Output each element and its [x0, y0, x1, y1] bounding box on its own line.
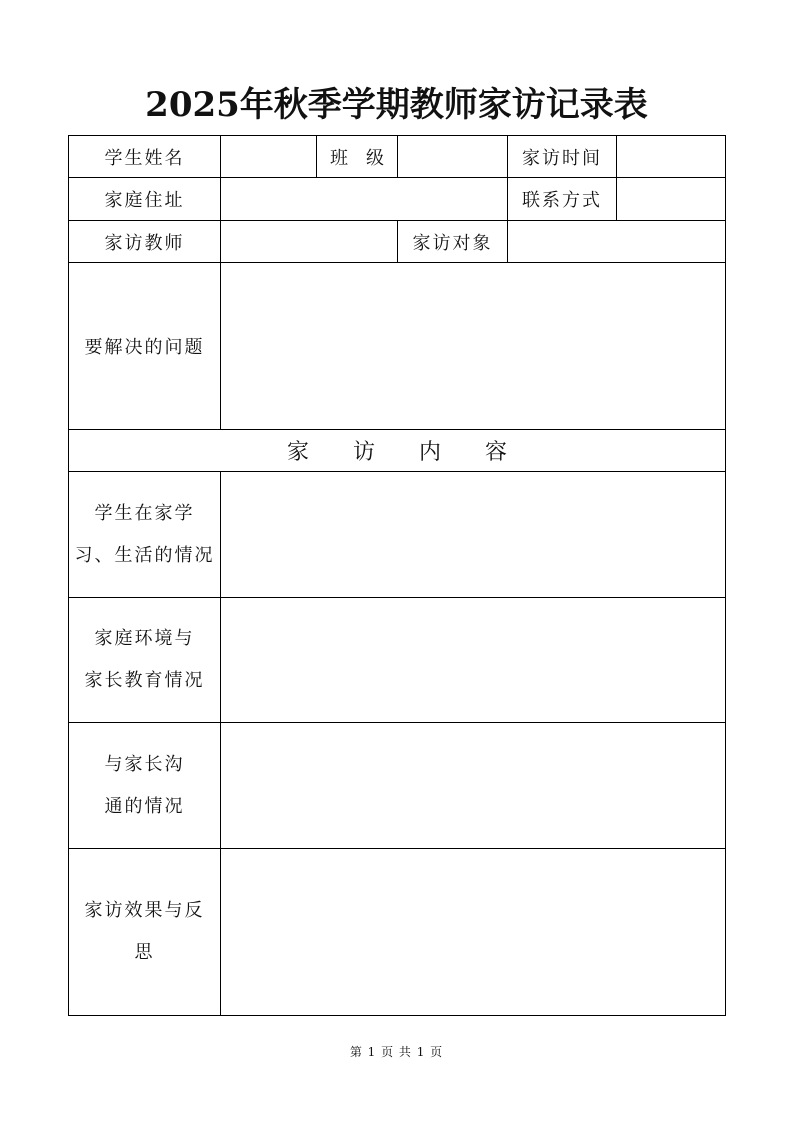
visit-target-field[interactable] [508, 221, 725, 262]
label-line: 习、生活的情况 [74, 544, 215, 566]
address-label: 家庭住址 [104, 190, 185, 211]
address-field[interactable] [221, 178, 507, 220]
section-title-char: 内 [419, 440, 442, 465]
label-line: 家访效果与反 [84, 900, 205, 921]
contact-field[interactable] [617, 178, 725, 220]
student-name-field[interactable] [221, 136, 316, 177]
section-title-char: 家 [286, 440, 309, 465]
section-title-char: 容 [485, 440, 508, 465]
class-field[interactable] [398, 136, 507, 177]
table-border-right [725, 135, 726, 1016]
section-title [69, 430, 725, 471]
teacher-field[interactable] [221, 221, 397, 262]
document-title: 2025年秋季学期教师家访记录表 [145, 85, 648, 125]
teacher-label: 家访教师 [104, 232, 185, 254]
label-line: 与家长沟 [104, 753, 185, 775]
visit-time-label: 家访时间 [522, 147, 602, 169]
effect-reflection-label [69, 849, 220, 1015]
study-life-field[interactable] [221, 472, 725, 597]
issue-label: 要解决的问题 [84, 337, 205, 358]
effect-reflection-field[interactable] [221, 849, 725, 1015]
parent-communication-label [69, 723, 220, 848]
family-environment-label [69, 598, 220, 722]
contact-label: 联系方式 [522, 190, 602, 211]
label-line: 家庭环境与 [94, 628, 195, 649]
section-title-char: 访 [352, 440, 375, 465]
label-line: 家长教育情况 [84, 670, 205, 691]
student-name-label: 学生姓名 [104, 147, 185, 169]
table-border-bottom [68, 1015, 726, 1016]
issue-field[interactable] [221, 263, 725, 429]
page-footer: 第 1 页 共 1 页 [349, 1045, 444, 1059]
parent-communication-field[interactable] [221, 723, 725, 848]
label-line: 思 [134, 942, 155, 963]
visit-time-field[interactable] [617, 136, 725, 177]
label-line: 通的情况 [104, 795, 185, 817]
label-line: 学生在家学 [94, 502, 195, 524]
study-life-label [69, 472, 220, 597]
class-label: 班 级 [330, 147, 384, 169]
visit-target-label: 家访对象 [412, 232, 493, 254]
family-environment-field[interactable] [221, 598, 725, 722]
